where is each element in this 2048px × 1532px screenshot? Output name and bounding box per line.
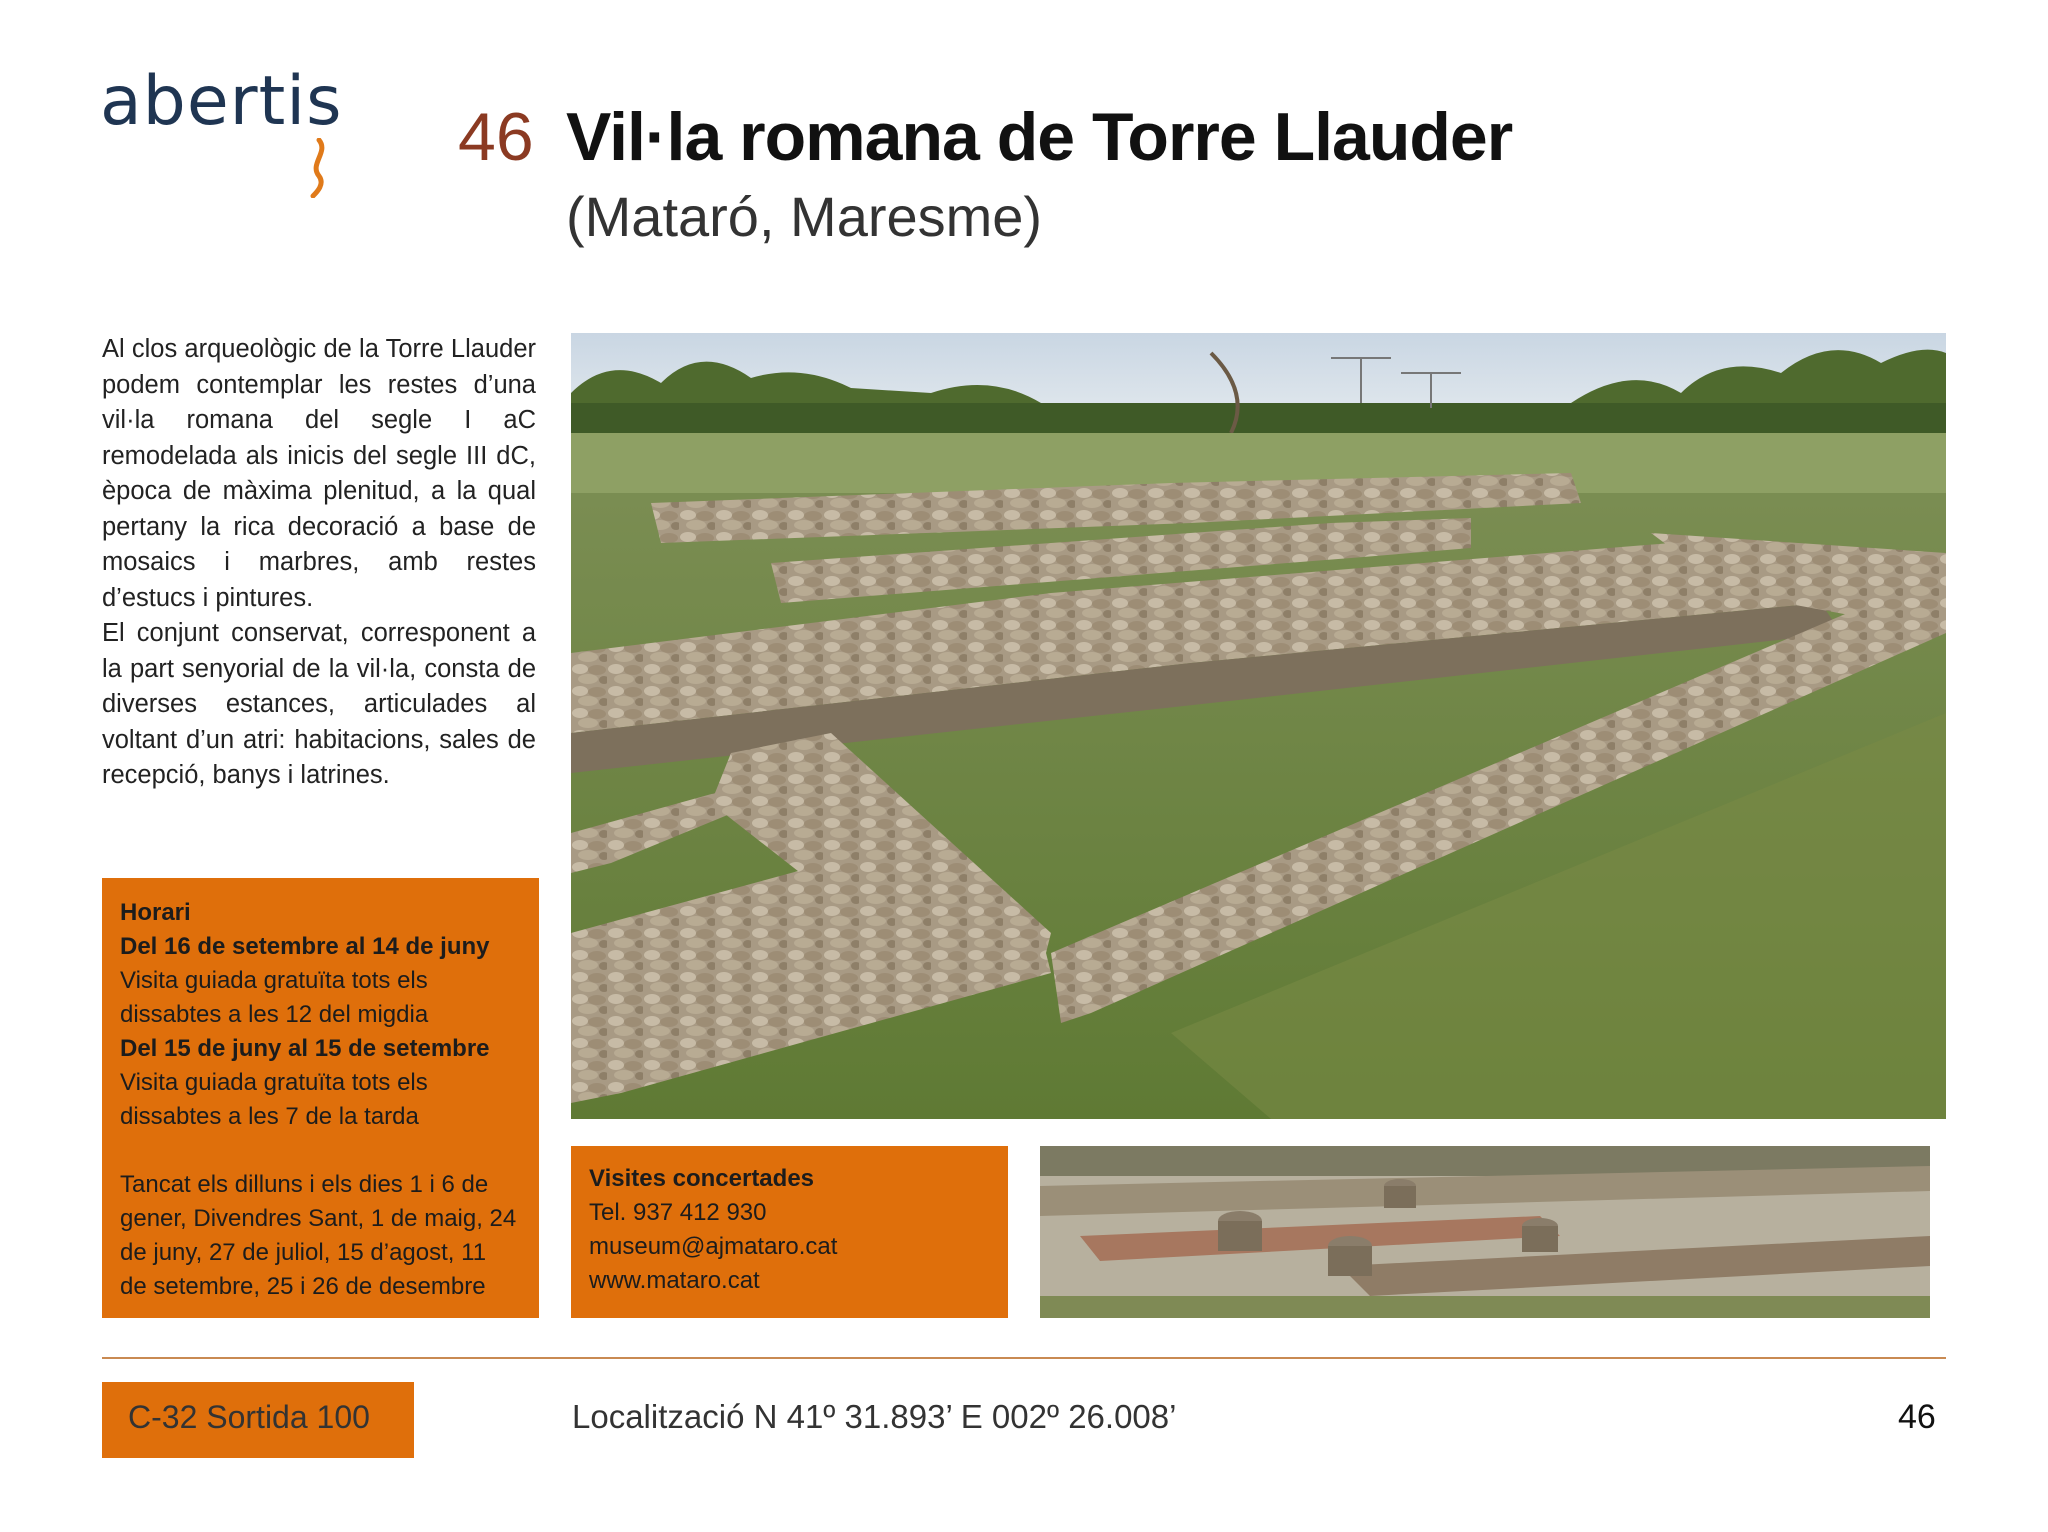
hours-period: Del 16 de setembre al 14 de juny bbox=[120, 933, 490, 960]
logo-text: abertis bbox=[100, 62, 343, 141]
closed-days-text: de juny, 27 de juliol, 15 d’agost, 11 bbox=[120, 1239, 487, 1266]
visits-email: museum@ajmataro.cat bbox=[589, 1233, 838, 1260]
closed-days-text: Tancat els dilluns i els dies 1 i 6 de bbox=[120, 1171, 489, 1198]
highway-exit-badge: C-32 Sortida 100 bbox=[102, 1382, 414, 1458]
visits-heading: Visites concertades bbox=[589, 1165, 815, 1192]
footer-divider bbox=[102, 1357, 1946, 1359]
secondary-photo-villa-remains bbox=[1040, 1146, 1930, 1318]
entry-number: 46 bbox=[458, 99, 534, 175]
spacer bbox=[120, 1134, 521, 1168]
hours-text: dissabtes a les 12 del migdia bbox=[120, 1001, 429, 1028]
hours-heading: Horari bbox=[120, 899, 191, 926]
guided-visits-box bbox=[571, 1146, 1008, 1318]
page-title: Vil·la romana de Torre Llauder bbox=[566, 99, 1513, 175]
visits-website: www.mataro.cat bbox=[589, 1267, 760, 1294]
hours-text: Visita guiada gratuïta tots els bbox=[120, 967, 428, 994]
intro-paragraph: El conjunt conservat, corresponent a la part senyorial de la vil·la, consta de diverses estances, articulades al voltant d’un atri: habitacions, sales de recepció, banys i latrines. bbox=[102, 619, 536, 789]
hours-period: Del 15 de juny al 15 de setembre bbox=[120, 1035, 490, 1062]
gps-location: Localització N 41º 31.893’ E 002º 26.008’ bbox=[572, 1398, 1177, 1435]
closed-days-text: de setembre, 25 i 26 de desembre bbox=[120, 1273, 486, 1300]
intro-paragraph: Al clos arqueològic de la Torre Llauder podem contemplar les restes d’una vil·la romana del segle I aC remodelada als inicis del segle III dC, època de màxima plenitud, a la qual pertany la rica decoració a base de mosaics i marbres, amb restes d’estucs i pintures. bbox=[102, 335, 536, 612]
hours-text: dissabtes a les 7 de la tarda bbox=[120, 1103, 419, 1130]
closed-days-text: gener, Divendres Sant, 1 de maig, 24 bbox=[120, 1205, 517, 1232]
opening-hours-box bbox=[102, 878, 539, 1318]
remains-illustration bbox=[1040, 1146, 1930, 1318]
hours-text: Visita guiada gratuïta tots els bbox=[120, 1069, 428, 1096]
main-photo-roman-villa-ruins bbox=[571, 333, 1946, 1119]
ruins-illustration bbox=[571, 333, 1946, 1119]
logo-mark-icon bbox=[305, 138, 335, 198]
page-number: 46 bbox=[1898, 1398, 1936, 1436]
visits-phone: Tel. 937 412 930 bbox=[589, 1199, 767, 1226]
page-subtitle: (Mataró, Maresme) bbox=[566, 185, 1043, 248]
abertis-logo bbox=[100, 62, 343, 202]
intro-text bbox=[102, 332, 536, 794]
